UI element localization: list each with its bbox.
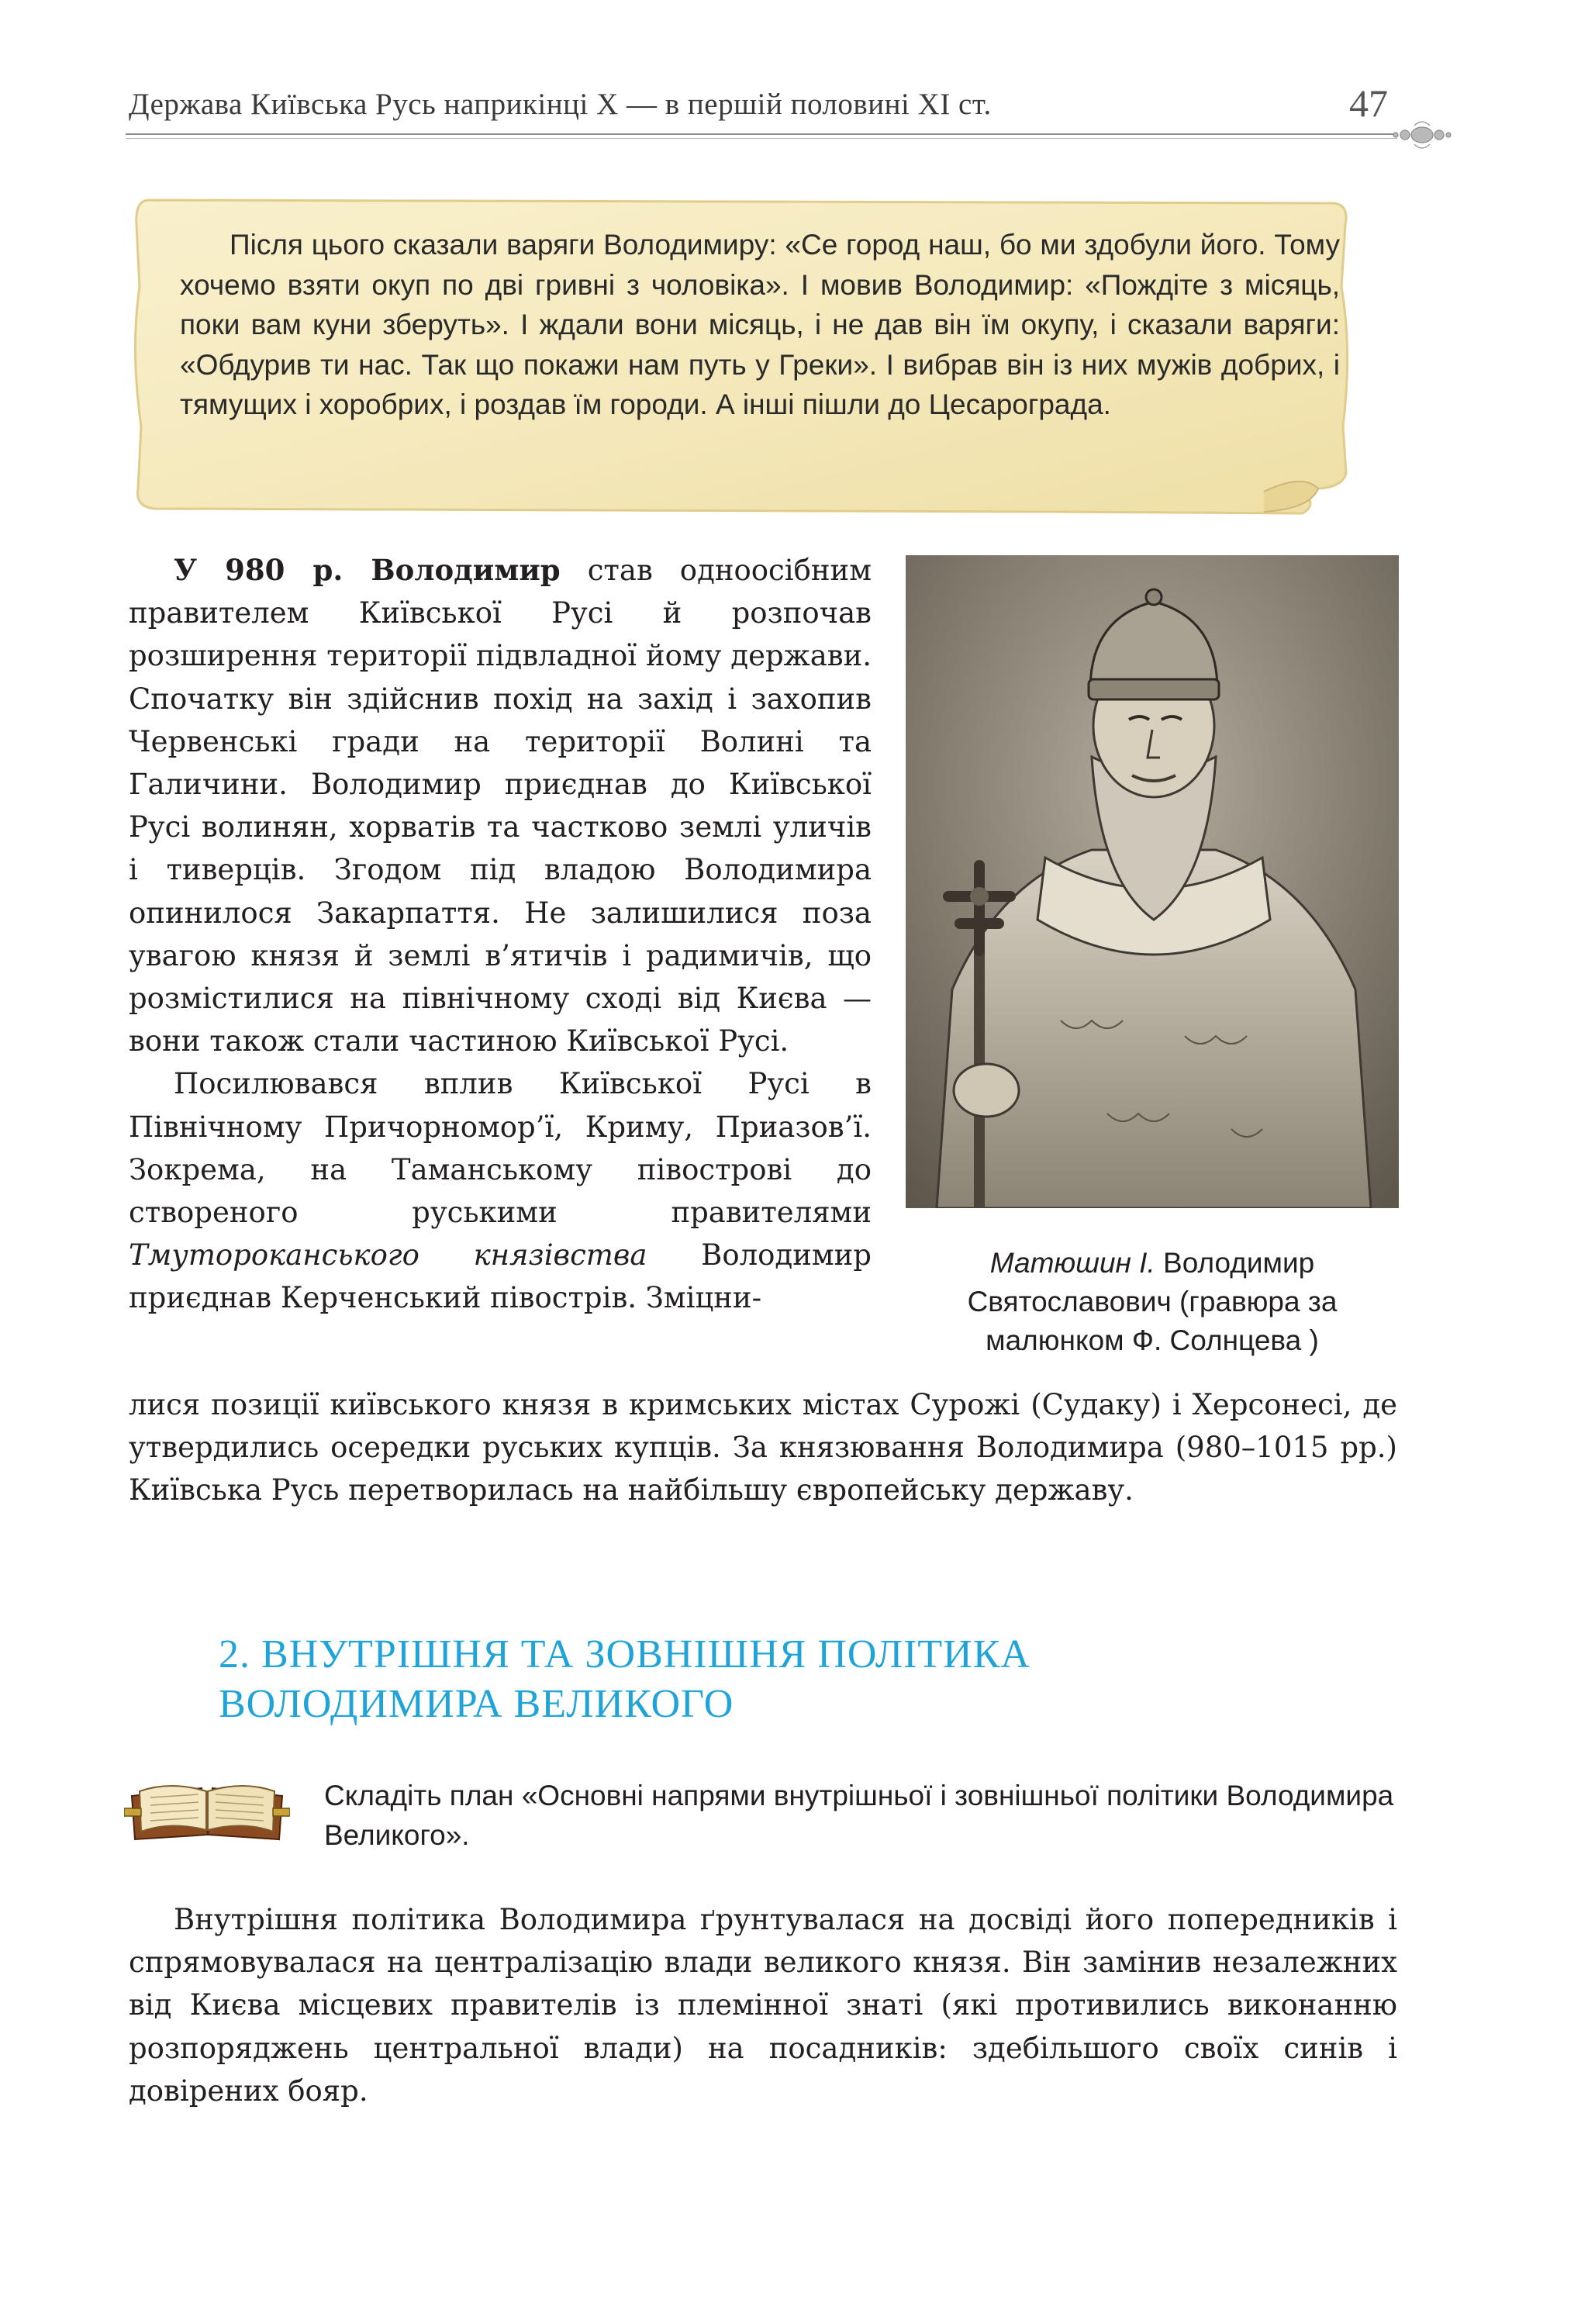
open-book-icon xyxy=(124,1773,290,1847)
ornament-icon xyxy=(1391,116,1453,152)
paragraph-1-lead: У 980 р. Володимир xyxy=(174,553,561,587)
paragraph-1-body: став одноосібним правителем Київської Русі й розпочав розширення території підвладної йому держави. Спочатку він здійснив похід на захід і захопив Червенські гради на території Волині та Галичини. Володимир приєднав до Київської Русі волинян, хорватів та частково землі уличів і тиверців. Згодом під владою Володимира опинилося Закарпаття. Не залишилися поза увагою князя й землі в’ятичів і радимичів, що розмістилися на північному сході від Києва — вони також стали частиною Київської Русі. xyxy=(129,554,872,1058)
paragraph-2-continuation: лися позиції київського князя в кримських містах Сурожі (Судаку) і Херсонесі, де утвердились осередки руських купців. За князювання Володимира (980–1015 рр.) Київська Русь перетворилась на найбільшу європейську державу. xyxy=(129,1388,1397,1507)
figure-caption xyxy=(906,1244,1399,1360)
section-heading-line-2: ВОЛОДИМИРА ВЕЛИКОГО xyxy=(219,1682,734,1726)
chronicle-quote: Після цього сказали варяги Володимиру: «Се город наш, бо ми здобули його. Тому хочемо взяти окуп по дві гривні з чоловіка». І мовив Володимир: «Пождіте з місяць, поки вам куни зберуть». І ждали вони місяць, і не дав він їм окупу, і сказали варяги: «Обдурив ти нас. Так що покажи нам путь у Греки». І вибрав він із них мужів добрих, і тямущих і хоробрих, і роздав їм городи. А інші пішли до Цесарограда. xyxy=(180,229,1340,420)
paragraph-2-part2: Володимир приєднав Керченський півострів. Зміцни- xyxy=(129,1238,872,1315)
caption-text: Володимир Святославович (гравюра за малюнком Ф. Солнцева ) xyxy=(967,1247,1338,1356)
paragraph-2-part1: Посилювався вплив Київської Русі в Північному Причорномор’ї, Криму, Приазов’ї. Зокрема, на Таманському півострові до створеного руськими правителями xyxy=(129,1067,872,1230)
section-heading-line-1: 2. ВНУТРІШНЯ ТА ЗОВНІШНЯ ПОЛІТИКА xyxy=(219,1632,1030,1677)
paragraph-2 xyxy=(129,1062,872,1319)
paragraph-3-wrap xyxy=(129,1898,1397,2112)
running-title: Держава Київська Русь наприкінці X — в першій половині XI ст. xyxy=(129,88,992,121)
text-column xyxy=(129,549,872,1320)
task-instruction: Складіть план «Основні напрями внутрішньої і зовнішньої політики Володимира Великого». xyxy=(324,1780,1394,1851)
header-rule-thin xyxy=(126,138,1397,139)
header-rule xyxy=(126,133,1397,135)
caption-author: Матюшин І. xyxy=(989,1247,1155,1279)
page-number: 47 xyxy=(1349,81,1388,125)
paragraph-1 xyxy=(129,549,872,1062)
paragraph-3: Внутрішня політика Володимира ґрунтувалася на досвіді його попередників і спрямовувалася на централізацію влади великого князя. Він замінив незалежних від Києва місцевих правителів із племінної знаті (які противились виконанню розпоряджень центральної влади) на посадників: здебільшого своїх синів і довірених бояр. xyxy=(129,1903,1397,2108)
section-heading xyxy=(219,1630,1382,1729)
term-tmutorokan: Тмутороканського князівства xyxy=(129,1238,647,1273)
portrait-engraving xyxy=(906,555,1399,1208)
